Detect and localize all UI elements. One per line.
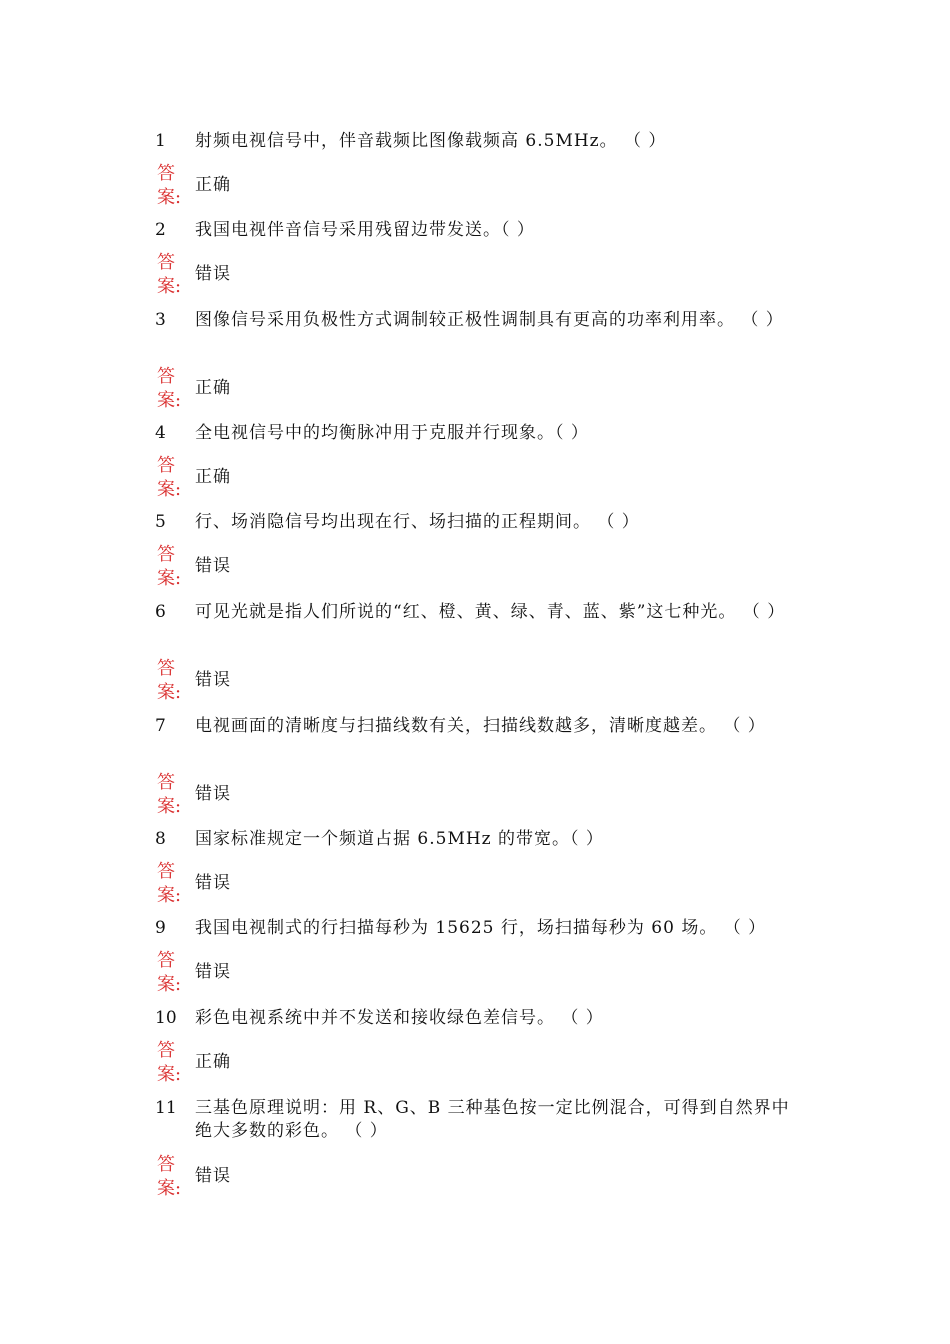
question-text: 我国电视制式的行扫描每秒为 15625 行，场扫描每秒为 60 场。 （ ） [195,918,767,938]
question-text: 我国电视伴音信号采用残留边带发送。（ ） [195,220,535,240]
question-number: 2 [155,220,166,240]
answer-text: 正确 [195,1052,231,1072]
answer-text: 错误 [195,962,231,982]
question-number: 9 [155,918,166,938]
answer-label: 答 案: [157,366,182,411]
question-number: 1 [155,131,166,151]
answer-label: 答 案: [157,1040,182,1085]
answer-label: 答 案: [157,252,182,297]
answer-4 [155,454,795,502]
answer-9 [155,949,795,997]
question-number: 10 [155,1008,177,1028]
answer-text: 正确 [195,378,231,398]
answer-text: 错误 [195,873,231,893]
answer-2 [155,251,795,299]
answer-text: 错误 [195,1166,231,1186]
question-number: 8 [155,829,166,849]
answer-text: 正确 [195,175,231,195]
answer-label: 答 案: [157,950,182,995]
question-number: 7 [155,716,166,736]
question-number: 6 [155,602,166,622]
question-text: 全电视信号中的均衡脉冲用于克服并行现象。（ ） [195,423,589,443]
answer-label: 答 案: [157,455,182,500]
question-text: 国家标准规定一个频道占据 6.5MHz 的带宽。（ ） [195,829,604,849]
question-number: 11 [155,1098,177,1118]
answer-5 [155,543,795,591]
answer-text: 正确 [195,467,231,487]
question-number: 5 [155,512,166,532]
answer-text: 错误 [195,264,231,284]
answer-label: 答 案: [157,772,182,817]
answer-text: 错误 [195,556,231,576]
question-text: 三基色原理说明：用 R、G、B 三种基色按一定比例混合，可得到自然界中绝大多数的彩色。 （ ） [195,1098,790,1141]
answer-10 [155,1039,795,1087]
answer-6 [155,657,795,705]
answer-label: 答 案: [157,163,182,208]
answer-label: 答 案: [157,861,182,906]
question-text: 可见光就是指人们所说的“红、橙、黄、绿、青、蓝、紫”这七种光。 （ ） [195,602,786,622]
answer-3 [155,365,795,413]
answer-text: 错误 [195,784,231,804]
answer-text: 错误 [195,670,231,690]
question-text: 彩色电视系统中并不发送和接收绿色差信号。 （ ） [195,1008,604,1028]
answer-label: 答 案: [157,1154,182,1199]
question-number: 3 [155,310,166,330]
answer-1 [155,162,795,210]
question-text: 行、场消隐信号均出现在行、场扫描的正程期间。 （ ） [195,512,640,532]
question-text: 图像信号采用负极性方式调制较正极性调制具有更高的功率利用率。 （ ） [195,310,784,330]
question-text: 电视画面的清晰度与扫描线数有关，扫描线数越多，清晰度越差。 （ ） [195,716,766,736]
question-text: 射频电视信号中，伴音载频比图像载频高 6.5MHz。 （ ） [195,131,667,151]
answer-label: 答 案: [157,658,182,703]
answer-8 [155,860,795,908]
answer-7 [155,771,795,819]
question-number: 4 [155,423,166,443]
answer-11 [155,1153,795,1201]
answer-label: 答 案: [157,544,182,589]
